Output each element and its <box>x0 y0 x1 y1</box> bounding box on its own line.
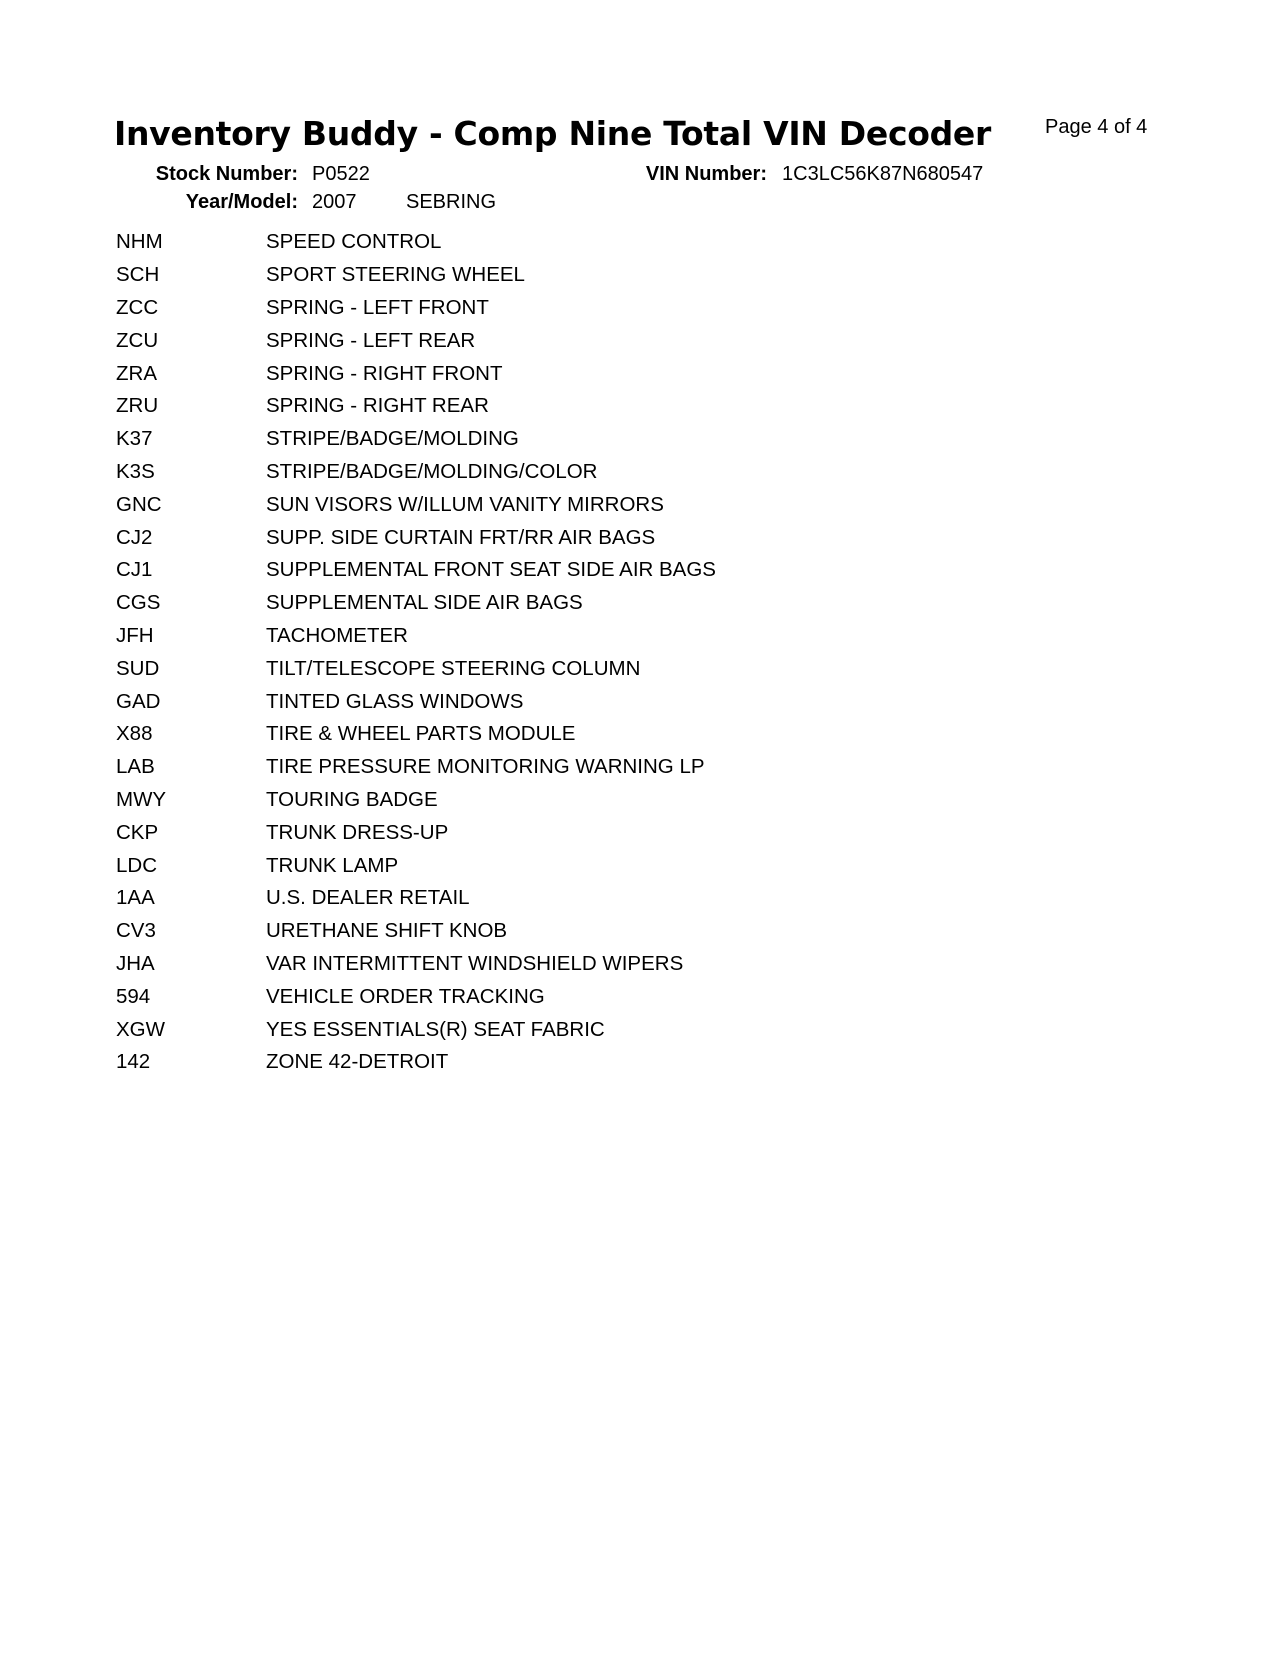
option-code: MWY <box>116 787 167 811</box>
option-description: TILT/TELESCOPE STEERING COLUMN <box>266 656 641 680</box>
year-value: 2007 <box>312 191 357 213</box>
option-row <box>116 980 1016 1013</box>
option-description: YES ESSENTIALS(R) SEAT FABRIC <box>266 1017 605 1041</box>
stock-number-value: P0522 <box>312 163 370 185</box>
option-row <box>116 488 1016 521</box>
option-row <box>116 1046 1016 1079</box>
option-row <box>116 718 1016 751</box>
option-description: SPEED CONTROL <box>266 230 442 254</box>
option-description: SUN VISORS W/ILLUM VANITY MIRRORS <box>266 492 664 516</box>
option-description: TACHOMETER <box>266 623 408 647</box>
option-description: TINTED GLASS WINDOWS <box>266 689 524 713</box>
option-description: SUPPLEMENTAL FRONT SEAT SIDE AIR BAGS <box>266 558 716 582</box>
option-description: STRIPE/BADGE/MOLDING/COLOR <box>266 459 598 483</box>
vin-number-label: VIN Number: <box>645 163 767 185</box>
option-row <box>116 554 1016 587</box>
option-description: URETHANE SHIFT KNOB <box>266 919 508 943</box>
option-description: ZONE 42-DETROIT <box>266 1050 449 1074</box>
option-row <box>116 620 1016 653</box>
option-row <box>116 784 1016 817</box>
option-row <box>116 357 1016 390</box>
option-code: JFH <box>116 623 154 647</box>
option-code: CJ1 <box>116 558 153 582</box>
option-description: VAR INTERMITTENT WINDSHIELD WIPERS <box>266 951 684 975</box>
option-row <box>116 751 1016 784</box>
option-code: ZCC <box>116 295 159 319</box>
year-model-label: Year/Model: <box>185 191 298 213</box>
option-code: GNC <box>116 492 162 516</box>
option-row <box>116 226 1016 259</box>
option-description: SUPPLEMENTAL SIDE AIR BAGS <box>266 591 583 615</box>
option-code: XGW <box>116 1017 165 1041</box>
option-row <box>116 456 1016 489</box>
option-code: SCH <box>116 263 160 287</box>
option-description: TIRE PRESSURE MONITORING WARNING LP <box>266 755 705 779</box>
option-row <box>116 915 1016 948</box>
option-row <box>116 423 1016 456</box>
option-description: SPRING - RIGHT REAR <box>266 394 489 418</box>
stock-number-label: Stock Number: <box>155 163 298 185</box>
option-code: CJ2 <box>116 525 153 549</box>
option-row <box>116 1013 1016 1046</box>
option-row <box>116 816 1016 849</box>
option-code: 594 <box>116 984 151 1008</box>
option-row <box>116 849 1016 882</box>
option-row <box>116 948 1016 981</box>
option-row <box>116 390 1016 423</box>
option-code: CGS <box>116 591 161 615</box>
option-code: LAB <box>116 755 155 779</box>
option-code: K3S <box>116 459 155 483</box>
option-code: ZCU <box>116 328 159 352</box>
option-code: GAD <box>116 689 161 713</box>
option-code: 142 <box>116 1050 151 1074</box>
page-number: Page 4 of 4 <box>1045 116 1148 138</box>
option-code: SUD <box>116 656 160 680</box>
option-code: CV3 <box>116 919 156 943</box>
option-row <box>116 292 1016 325</box>
option-code-list <box>116 226 1016 1079</box>
option-code: ZRU <box>116 394 159 418</box>
option-description: SUPP. SIDE CURTAIN FRT/RR AIR BAGS <box>266 525 656 549</box>
option-description: SPRING - LEFT FRONT <box>266 295 489 319</box>
option-description: U.S. DEALER RETAIL <box>266 886 470 910</box>
option-code: JHA <box>116 951 155 975</box>
option-code: X88 <box>116 722 153 746</box>
option-code: LDC <box>116 853 158 877</box>
model-value: SEBRING <box>406 191 497 213</box>
option-description: SPRING - LEFT REAR <box>266 328 476 352</box>
option-description: SPRING - RIGHT FRONT <box>266 361 503 385</box>
option-description: TRUNK LAMP <box>266 853 399 877</box>
option-code: ZRA <box>116 361 157 385</box>
option-row <box>116 685 1016 718</box>
option-row <box>116 652 1016 685</box>
option-description: STRIPE/BADGE/MOLDING <box>266 427 519 451</box>
option-code: 1AA <box>116 886 155 910</box>
option-description: VEHICLE ORDER TRACKING <box>266 984 545 1008</box>
option-row <box>116 259 1016 292</box>
option-row <box>116 882 1016 915</box>
option-code: K37 <box>116 427 153 451</box>
option-code: NHM <box>116 230 163 254</box>
option-description: TOURING BADGE <box>266 787 438 811</box>
option-code: CKP <box>116 820 159 844</box>
option-description: SPORT STEERING WHEEL <box>266 263 525 287</box>
option-description: TRUNK DRESS-UP <box>266 820 449 844</box>
option-description: TIRE & WHEEL PARTS MODULE <box>266 722 576 746</box>
document-title: Inventory Buddy - Comp Nine Total VIN Decoder <box>114 114 991 153</box>
option-row <box>116 324 1016 357</box>
vin-number-value: 1C3LC56K87N680547 <box>782 163 984 185</box>
option-row <box>116 587 1016 620</box>
option-row <box>116 521 1016 554</box>
